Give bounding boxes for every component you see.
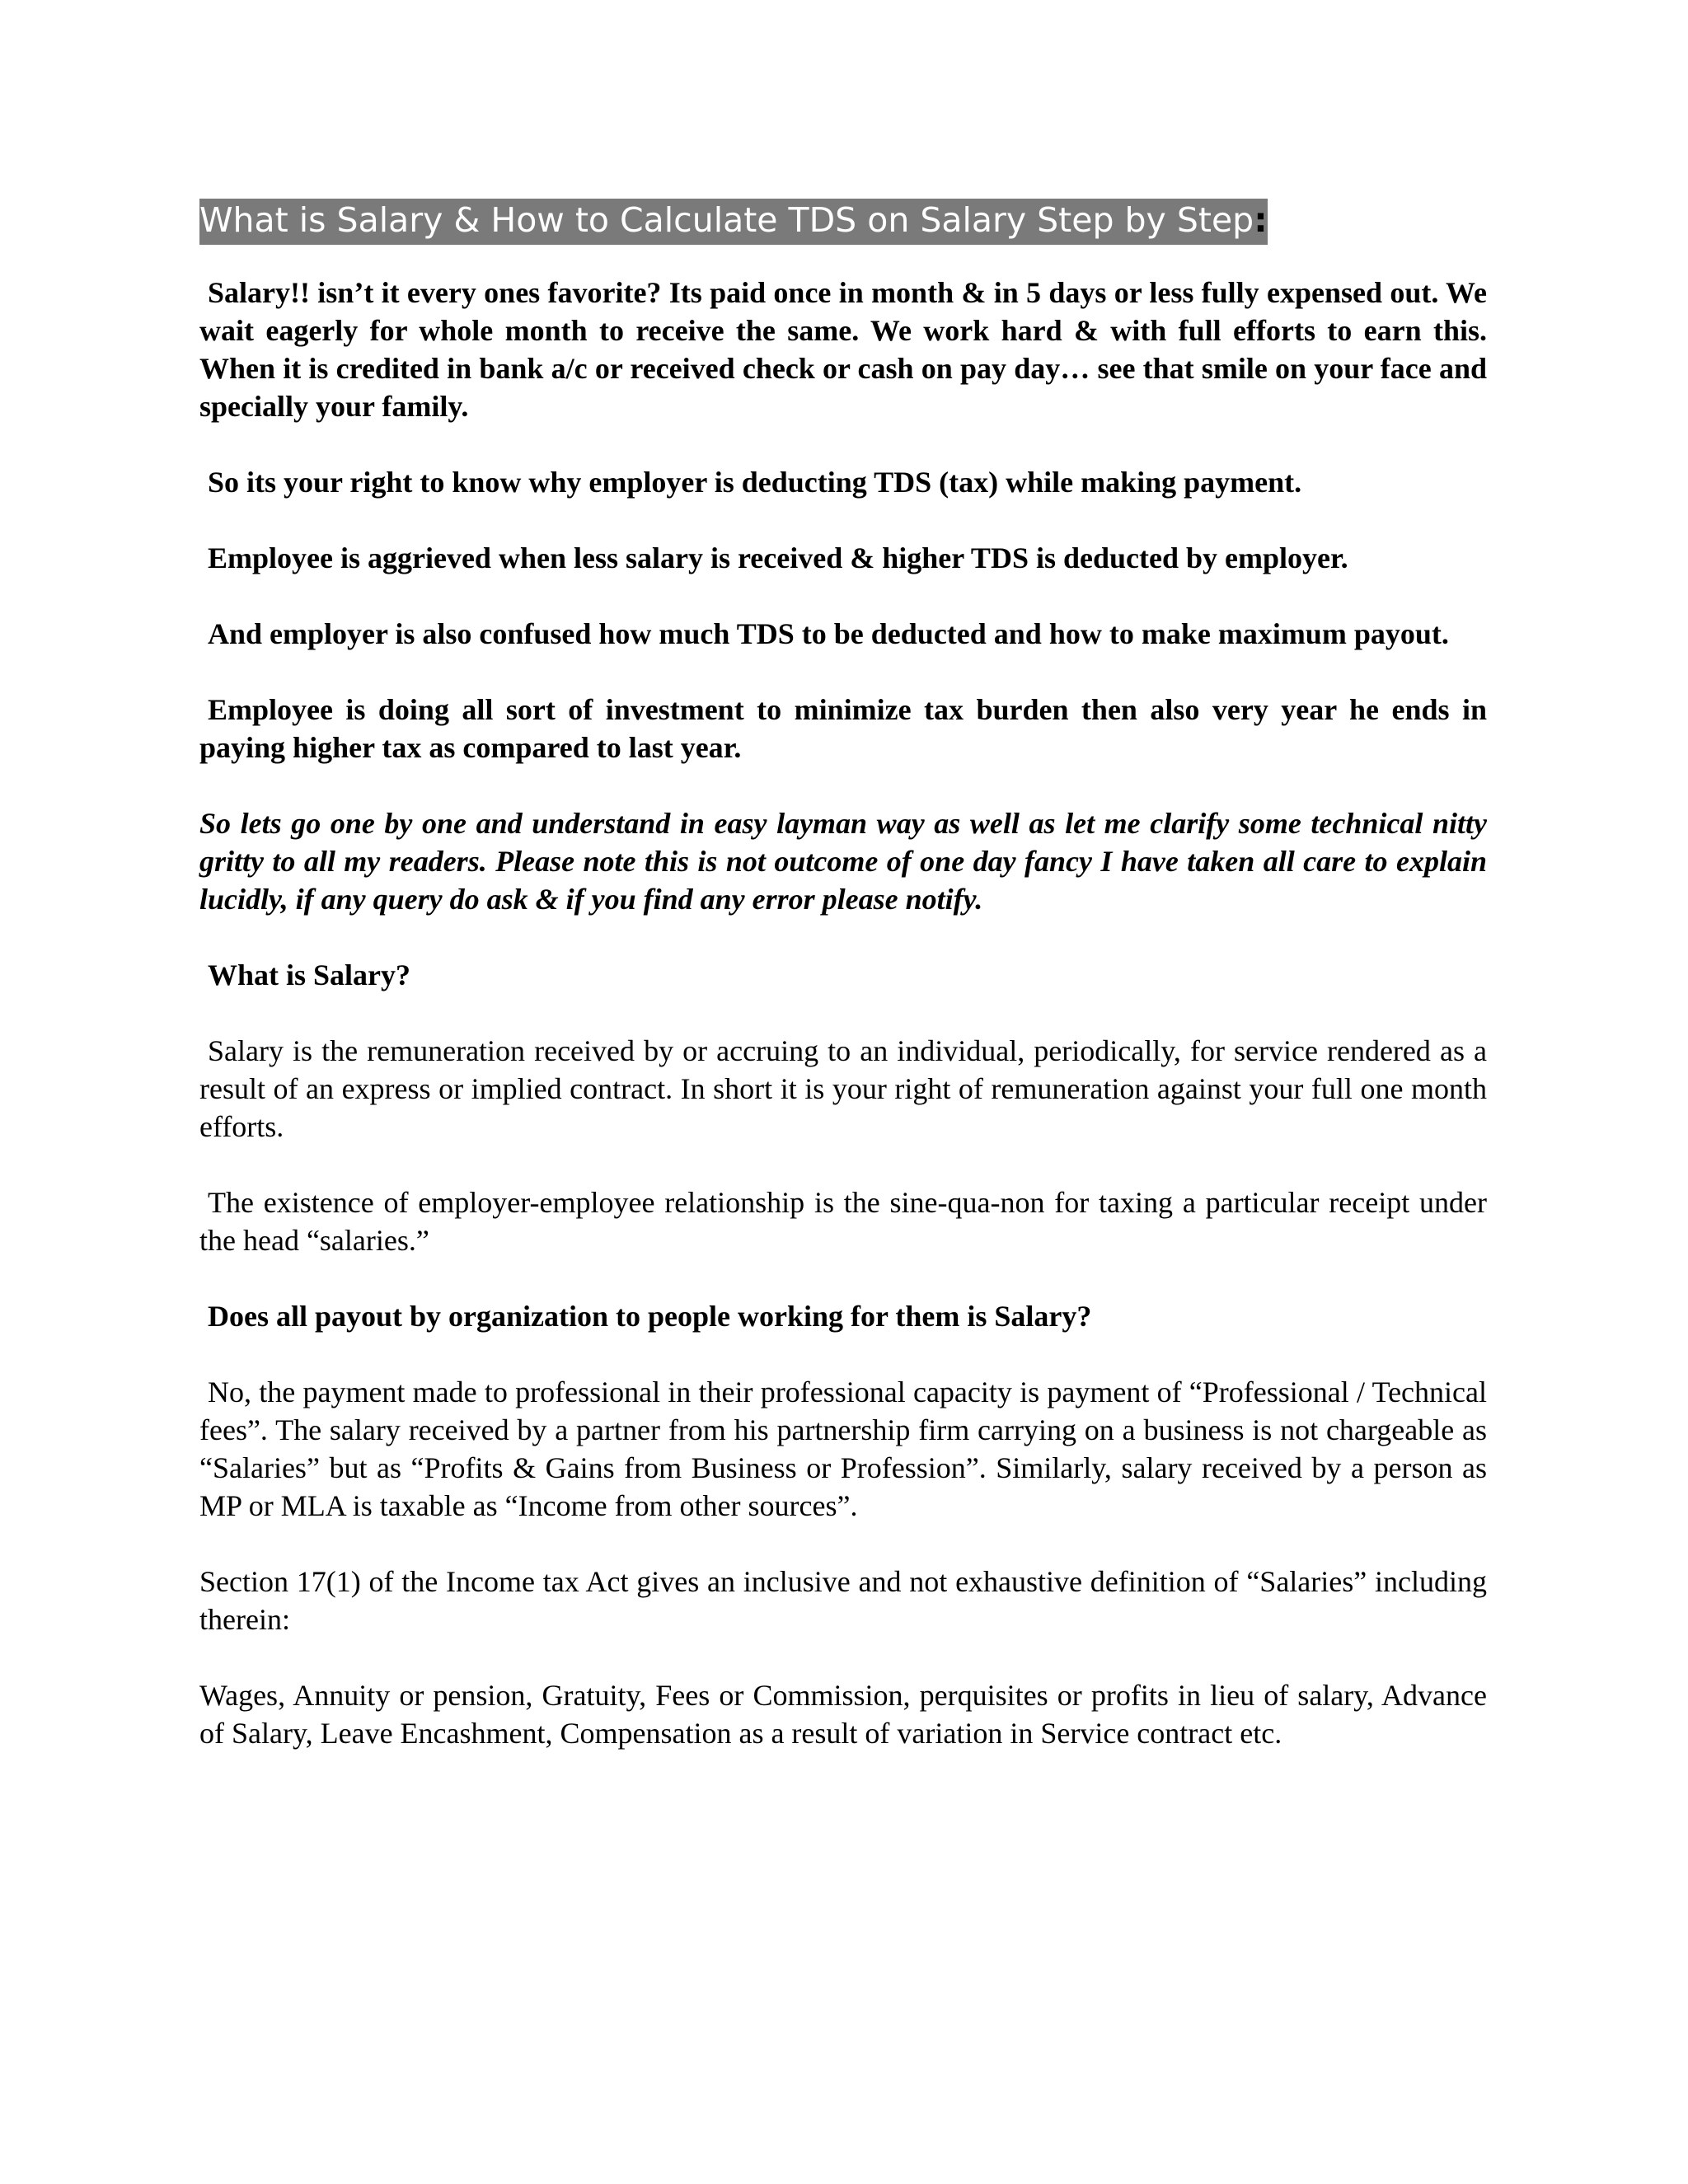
heading-what-is-salary: What is Salary? [208, 958, 411, 991]
paragraph-employer-employee: The existence of employer-employee relationship is the sine-qua-non for taxing a particular receipt under the head “salaries.” [199, 1186, 1487, 1257]
title-colon: : [1254, 199, 1267, 245]
page-title: What is Salary & How to Calculate TDS on Salary Step by Step [199, 199, 1254, 245]
paragraph-confused: And employer is also confused how much TDS to be deducted and how to make maximum payout. [208, 617, 1449, 650]
paragraph-lets-go: So lets go one by one and understand in easy layman way as well as let me clarify some technical nitty gritty to all my readers. Please note this is not outcome of one day fancy I have taken all care to explain lucidly, if any query do ask & if you find any error please notify. [199, 807, 1487, 916]
paragraph-professional-fees: No, the payment made to professional in their professional capacity is payment of “Professional / Technical fees”. The salary received by a partner from his partnership firm carrying on a business is not chargeable as “Salaries” but as “Profits & Gains from Business or Profession”. Similarly, salary received by a person as MP or MLA is taxable as “Income from other sources”. [199, 1376, 1487, 1522]
paragraph-section-17: Section 17(1) of the Income tax Act gives an inclusive and not exhaustive definition of “Salaries” including therein: [199, 1565, 1487, 1636]
heading-all-payout: Does all payout by organization to people working for them is Salary? [208, 1300, 1092, 1333]
paragraph-intro: Salary!! isn’t it every ones favorite? Its paid once in month & in 5 days or less fully expensed out. We wait eagerly for whole month to receive the same. We work hard & with full efforts to earn this. When it is credited in bank a/c or received check or cash on pay day… see that smile on your face and specially your family. [199, 276, 1487, 423]
paragraph-aggrieved: Employee is aggrieved when less salary is received & higher TDS is deducted by employer. [208, 541, 1348, 574]
paragraph-wages-list: Wages, Annuity or pension, Gratuity, Fees or Commission, perquisites or profits in lieu of salary, Advance of Salary, Leave Encashment, Compensation as a result of variation in Service contract etc. [199, 1679, 1487, 1750]
paragraph-investment: Employee is doing all sort of investment to minimize tax burden then also very year he ends in paying higher tax as compared to last year. [199, 693, 1487, 764]
document-body [199, 196, 1487, 1790]
paragraph-salary-definition: Salary is the remuneration received by or accruing to an individual, periodically, for service rendered as a result of an express or implied contract. In short it is your right of remuneration against your full one month efforts. [199, 1034, 1487, 1143]
paragraph-right-to-know: So its your right to know why employer is deducting TDS (tax) while making payment. [208, 466, 1302, 499]
title-block [199, 196, 1487, 246]
